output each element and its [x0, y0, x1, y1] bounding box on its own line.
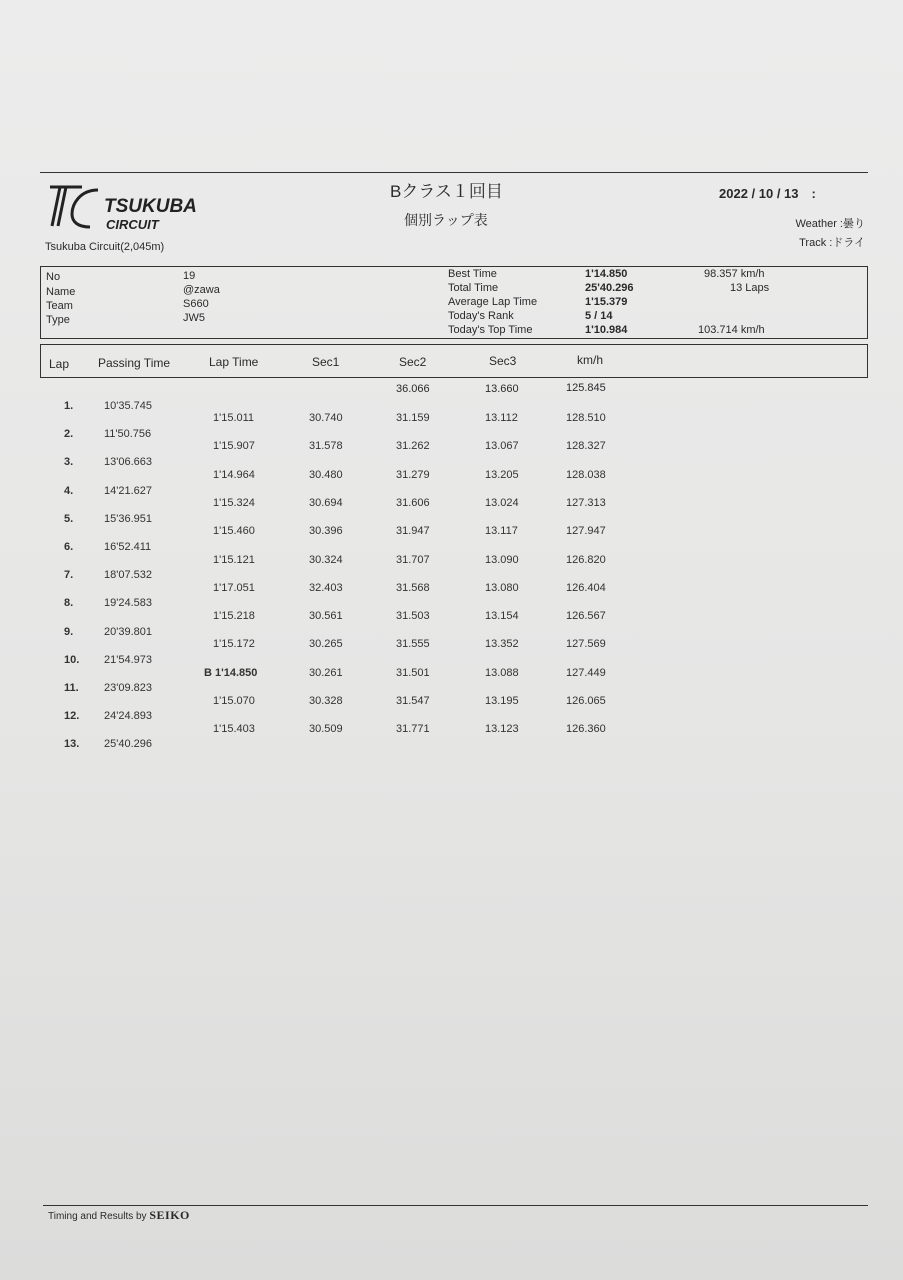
lap-kmh: 128.038	[566, 468, 606, 481]
lap-sec2: 31.279	[396, 468, 430, 481]
lap-kmh: 126.360	[566, 723, 606, 736]
lap-sec3: 13.088	[485, 666, 519, 679]
lap-row	[0, 440, 903, 456]
report-title: Bクラス１回目	[390, 182, 503, 201]
lap-sec1: 30.396	[309, 525, 343, 538]
lap-row	[0, 554, 903, 570]
lap-kmh: 126.404	[566, 581, 606, 594]
team-label: Team	[46, 300, 73, 312]
lap-sec3: 13.195	[485, 695, 519, 707]
report-date: 2022 / 10 / 13 :	[719, 186, 816, 201]
best-speed: 98.357 km/h	[704, 268, 765, 280]
passing-lap-number: 5.	[64, 512, 74, 525]
lap-sec3: 13.024	[485, 496, 519, 509]
lap-lap-time: 1'15.011	[213, 412, 255, 424]
passing-lap-number: 3.	[64, 456, 74, 469]
lap-sec2: 31.707	[396, 553, 430, 566]
track	[799, 234, 865, 250]
passing-time: 10'35.745	[104, 400, 152, 412]
outlap-sec3: 13.660	[485, 383, 519, 395]
lap-sec3: 13.090	[485, 553, 519, 566]
lap-sec2: 31.503	[396, 610, 430, 623]
passing-time: 25'40.296	[104, 738, 152, 751]
passing-time: 23'09.823	[104, 682, 152, 694]
footer-credit	[48, 1208, 190, 1223]
footer-text: Timing and Results by	[48, 1211, 147, 1222]
col-header-passing-time: Passing Time	[98, 356, 171, 370]
lap-sec2: 31.159	[396, 412, 430, 424]
type-label: Type	[46, 314, 70, 326]
lap-kmh: 126.065	[566, 695, 606, 707]
no-value: 19	[183, 270, 196, 282]
lap-sec1: 30.740	[309, 412, 343, 424]
passing-lap-number: 1.	[64, 400, 74, 412]
lap-sec1: 30.265	[309, 638, 343, 651]
lap-sec1: 30.261	[309, 666, 343, 679]
lap-lap-time: 1'15.218	[213, 610, 255, 623]
no-label: No	[46, 271, 61, 283]
tsukuba-circuit-logo	[46, 184, 236, 232]
col-header-lap: Lap	[49, 357, 70, 371]
lap-kmh: 128.510	[566, 412, 606, 424]
lap-sec3: 13.112	[485, 412, 518, 424]
lap-lap-time: 1'15.403	[213, 723, 255, 736]
lap-lap-time: 1'15.460	[213, 525, 255, 538]
lap-sec1: 32.403	[309, 581, 343, 594]
lap-lap-time: 1'15.324	[213, 496, 255, 509]
lap-row	[0, 695, 903, 711]
track-value: ドライ	[832, 237, 865, 249]
outlap-sec2: 36.066	[396, 383, 430, 395]
footer-rule	[43, 1205, 868, 1206]
lap-kmh: 127.449	[566, 666, 606, 679]
lap-row	[0, 667, 903, 683]
top-rule	[40, 172, 868, 173]
lap-lap-time: 1'17.051	[213, 581, 255, 594]
lap-row	[0, 412, 903, 428]
avg-lap-value: 1'15.379	[585, 296, 628, 308]
best-time-value: 1'14.850	[585, 268, 628, 280]
lap-kmh: 127.947	[566, 525, 606, 538]
team-value: S660	[183, 298, 209, 310]
lap-sec1: 31.578	[309, 440, 343, 453]
total-time-value: 25'40.296	[585, 282, 634, 294]
lap-row	[0, 582, 903, 598]
lap-lap-time: 1'15.907	[213, 440, 255, 453]
outlap-kmh: 125.845	[566, 382, 606, 394]
lap-sec2: 31.547	[396, 695, 430, 707]
lap-sec2: 31.262	[396, 440, 430, 453]
lap-kmh: 126.567	[566, 610, 606, 623]
rank-value: 5 / 14	[585, 310, 613, 322]
lap-row	[0, 525, 903, 541]
seiko-brand: SEIKO	[149, 1208, 190, 1222]
lap-lap-time: B 1'14.850	[204, 666, 258, 679]
passing-lap-number: 9.	[64, 625, 74, 638]
lap-sec3: 13.154	[485, 610, 519, 623]
col-header-sec2: Sec2	[399, 355, 427, 369]
rank-label: Today's Rank	[448, 310, 514, 322]
lap-sec2: 31.501	[396, 666, 430, 679]
passing-lap-number: 12.	[64, 710, 80, 723]
logo-word-circuit: CIRCUIT	[106, 217, 159, 232]
passing-time: 13'06.663	[104, 456, 152, 469]
lap-row	[0, 610, 903, 626]
passing-lap-number: 4.	[64, 484, 74, 497]
passing-time: 19'24.583	[104, 597, 152, 610]
lap-sec2: 31.568	[396, 581, 430, 594]
lap-sec2: 31.555	[396, 638, 430, 651]
weather-value: 曇り	[843, 218, 865, 230]
passing-lap-number: 13.	[64, 738, 80, 751]
type-value: JW5	[183, 312, 205, 324]
lap-sec1: 30.328	[309, 695, 343, 707]
passing-time: 14'21.627	[104, 484, 152, 497]
lap-sec1: 30.694	[309, 496, 343, 509]
lap-sec1: 30.480	[309, 468, 343, 481]
lap-sec3: 13.117	[485, 525, 518, 538]
lap-row	[0, 497, 903, 513]
weather	[796, 215, 866, 231]
lap-row	[0, 638, 903, 654]
lap-kmh: 128.327	[566, 440, 606, 453]
lap-sec3: 13.080	[485, 581, 519, 594]
passing-lap-number: 8.	[64, 597, 74, 610]
passing-row	[0, 738, 903, 754]
total-laps: 13 Laps	[730, 282, 770, 294]
passing-time: 20'39.801	[104, 625, 152, 638]
lap-row	[0, 469, 903, 485]
col-header-sec3: Sec3	[489, 354, 517, 368]
passing-lap-number: 2.	[64, 428, 74, 441]
lap-row	[0, 723, 903, 739]
circuit-name: Tsukuba Circuit(2,045m)	[45, 241, 165, 253]
report-subtitle: 個別ラップ表	[404, 212, 488, 228]
lap-sec2: 31.771	[396, 723, 430, 736]
track-label: Track :	[799, 237, 833, 249]
lap-sec3: 13.205	[485, 468, 519, 481]
passing-time: 11'50.756	[104, 428, 152, 441]
top-time-value: 1'10.984	[585, 324, 628, 336]
passing-time: 18'07.532	[104, 569, 152, 582]
lap-sec1: 30.509	[309, 723, 343, 736]
lap-kmh: 126.820	[566, 553, 606, 566]
lap-kmh: 127.313	[566, 496, 606, 509]
passing-time: 15'36.951	[104, 512, 152, 525]
lap-lap-time: 1'15.172	[213, 638, 255, 651]
lap-sec1: 30.561	[309, 610, 343, 623]
best-time-label: Best Time	[448, 268, 497, 280]
total-time-label: Total Time	[448, 282, 499, 294]
lap-sec2: 31.606	[396, 496, 430, 509]
lap-sec3: 13.123	[485, 723, 519, 736]
lap-lap-time: 1'15.121	[213, 553, 255, 566]
top-time-label: Today's Top Time	[448, 324, 533, 336]
passing-lap-number: 7.	[64, 569, 74, 582]
lap-lap-time: 1'14.964	[213, 468, 255, 481]
col-header-kmh: km/h	[577, 353, 604, 367]
lap-sec3: 13.352	[485, 638, 519, 651]
col-header-sec1: Sec1	[312, 355, 340, 369]
passing-time: 21'54.973	[104, 653, 152, 666]
avg-lap-label: Average Lap Time	[448, 296, 538, 308]
passing-lap-number: 6.	[64, 541, 74, 553]
lap-sec3: 13.067	[485, 440, 519, 453]
lap-lap-time: 1'15.070	[213, 695, 255, 707]
lap-sec2: 31.947	[396, 525, 430, 538]
passing-lap-number: 10.	[64, 653, 80, 666]
lap-sec1: 30.324	[309, 553, 343, 566]
lap-kmh: 127.569	[566, 638, 606, 651]
name-value: @zawa	[183, 284, 220, 296]
logo-word-tsukuba: TSUKUBA	[104, 196, 197, 217]
passing-time: 16'52.411	[104, 541, 152, 553]
passing-lap-number: 11.	[64, 682, 79, 694]
top-speed: 103.714 km/h	[698, 324, 765, 336]
name-label: Name	[46, 286, 76, 298]
weather-label: Weather :	[795, 218, 843, 230]
passing-time: 24'24.893	[104, 710, 152, 723]
col-header-lap-time: Lap Time	[209, 355, 259, 369]
